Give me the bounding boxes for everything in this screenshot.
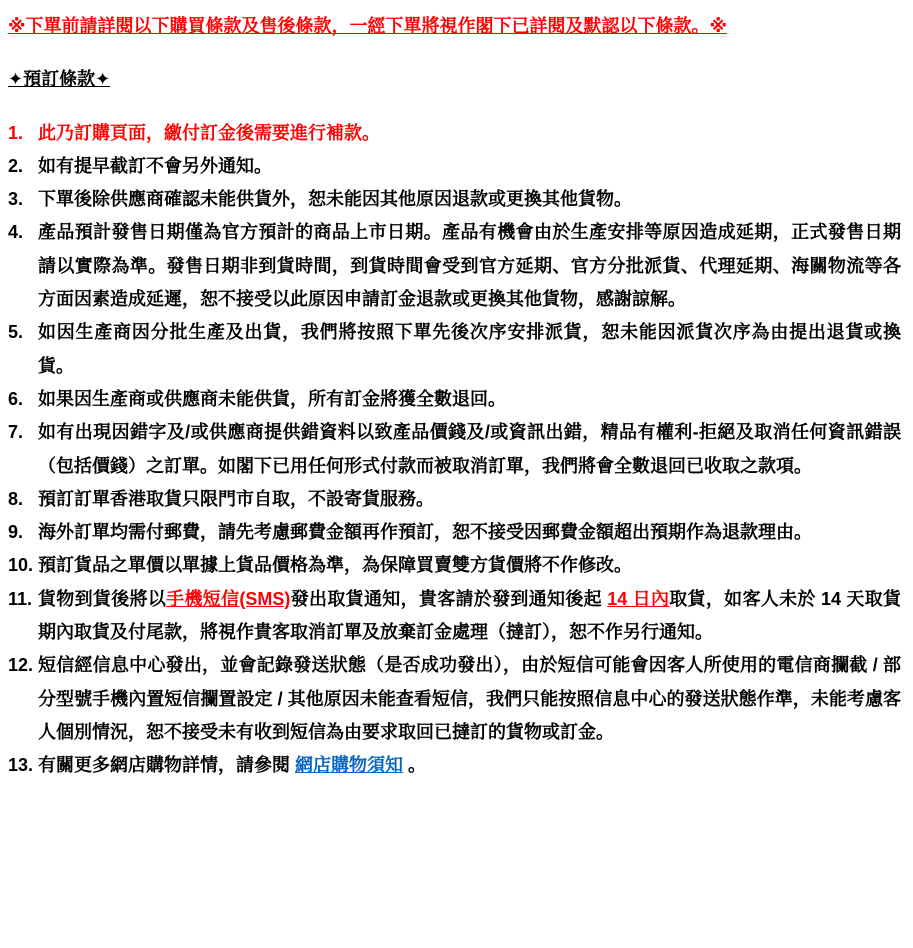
- term-segment: 如有出現因錯字及/或供應商提供錯資料以致產品價錢及/或資訊出錯，精品有權利-拒絕及取消任何資訊錯誤（包括價錢）之訂單。如閣下已用任何形式付款而被取消訂單，我們將會全數退回已收取之款項。: [38, 422, 901, 476]
- term-number: 1.: [8, 122, 24, 143]
- term-item: [8, 649, 901, 749]
- term-number: 12.: [8, 655, 34, 676]
- term-number: 9.: [8, 522, 24, 543]
- term-segment: 預訂訂單香港取貨只限門市自取，不設寄貨服務。: [38, 488, 434, 509]
- term-segment: 有關更多網店購物詳情，請參閱: [38, 755, 295, 776]
- term-segment: 如因生產商因分批生產及出貨，我們將按照下單先後次序安排派貨，恕未能因派貨次序為由提出退貨或換貨。: [38, 322, 901, 376]
- term-segment: 。: [403, 755, 427, 776]
- term-segment: 取貨，如客人未於 14 天取貨期內取貨及付尾款，將視作貴客取消訂單及放棄訂金處理（撻訂），恕不作另行通知。: [38, 588, 901, 643]
- term-text: [38, 649, 901, 749]
- term-segment: 貨物到貨後將以: [38, 588, 167, 609]
- term-number: 6.: [8, 388, 24, 409]
- term-item: [8, 316, 901, 383]
- term-segment: 發出取貨通知，貴客請於發到通知後起: [290, 588, 608, 609]
- term-number: 13.: [8, 755, 34, 776]
- term-text: [38, 216, 901, 316]
- term-text: [38, 516, 901, 549]
- term-segment: 此乃訂購頁面，繳付訂金後需要進行補款。: [38, 122, 380, 143]
- term-number: 11.: [8, 588, 33, 609]
- term-text: [38, 150, 901, 183]
- term-number: 3.: [8, 189, 24, 210]
- term-number: 10.: [8, 555, 34, 576]
- term-item: [8, 516, 901, 549]
- term-segment: 產品預計發售日期僅為官方預計的商品上市日期。產品有機會由於生產安排等原因造成延期，正式發售日期請以實際為準。發售日期非到貨時間，到貨時間會受到官方延期、官方分批派貨、代理延期、海關物流等各方面因素造成延遲，恕不接受以此原因申請訂金退款或更換其他貨物，感謝諒解。: [38, 222, 901, 310]
- term-item: [8, 216, 901, 316]
- term-text: [38, 383, 901, 416]
- term-item: [8, 183, 901, 216]
- term-segment: 如有提早截訂不會另外通知。: [38, 155, 272, 176]
- term-text: [38, 483, 901, 516]
- term-segment: 海外訂單均需付郵費，請先考慮郵費金額再作預訂，恕不接受因郵費金額超出預期作為退款理由。: [38, 522, 812, 543]
- terms-list: [8, 117, 901, 783]
- term-number: 7.: [8, 422, 24, 443]
- term-text: [38, 183, 901, 216]
- term-item: [8, 117, 901, 150]
- term-item: [8, 150, 901, 183]
- term-number: 5.: [8, 322, 24, 343]
- term-text: [38, 749, 901, 782]
- section-heading: ✦預訂條款✦: [8, 69, 111, 90]
- shop-notes-link[interactable]: 網店購物須知: [295, 755, 403, 776]
- term-text: [38, 416, 901, 483]
- term-text: [38, 549, 901, 582]
- term-segment: 下單後除供應商確認未能供貨外，恕未能因其他原因退款或更換其他貨物。: [38, 189, 632, 210]
- term-segment: 短信經信息中心發出，並會記錄發送狀態（是否成功發出），由於短信可能會因客人所使用的電信商攔截 / 部分型號手機內置短信攔置設定 / 其他原因未能查看短信，我們只能按照信息中心的發送狀態作準，未能考慮客人個別情況，恕不接受未有收到短信為由要求取回已撻訂的貨物或訂金。: [38, 655, 901, 742]
- term-item: [8, 549, 901, 582]
- term-number: 8.: [8, 488, 24, 509]
- term-item: [8, 749, 901, 782]
- term-number: 2.: [8, 155, 24, 176]
- term-item: [8, 416, 901, 483]
- page-title: ※下單前請詳閱以下購買條款及售後條款，一經下單將視作閣下已詳閱及默認以下條款。※: [8, 16, 727, 36]
- term-segment: 預訂貨品之單價以單據上貨品價格為準，為保障買賣雙方貨價將不作修改。: [38, 555, 632, 576]
- term-segment: 手機短信(SMS): [166, 588, 291, 609]
- term-number: 4.: [8, 222, 24, 243]
- term-item: [8, 483, 901, 516]
- term-segment: 如果因生產商或供應商未能供貨，所有訂金將獲全數退回。: [38, 388, 506, 409]
- term-text: [38, 316, 901, 383]
- term-item: [8, 583, 901, 650]
- term-text: [38, 583, 901, 650]
- term-item: [8, 383, 901, 416]
- term-text: [38, 117, 901, 150]
- term-segment: 14 日內: [607, 588, 670, 609]
